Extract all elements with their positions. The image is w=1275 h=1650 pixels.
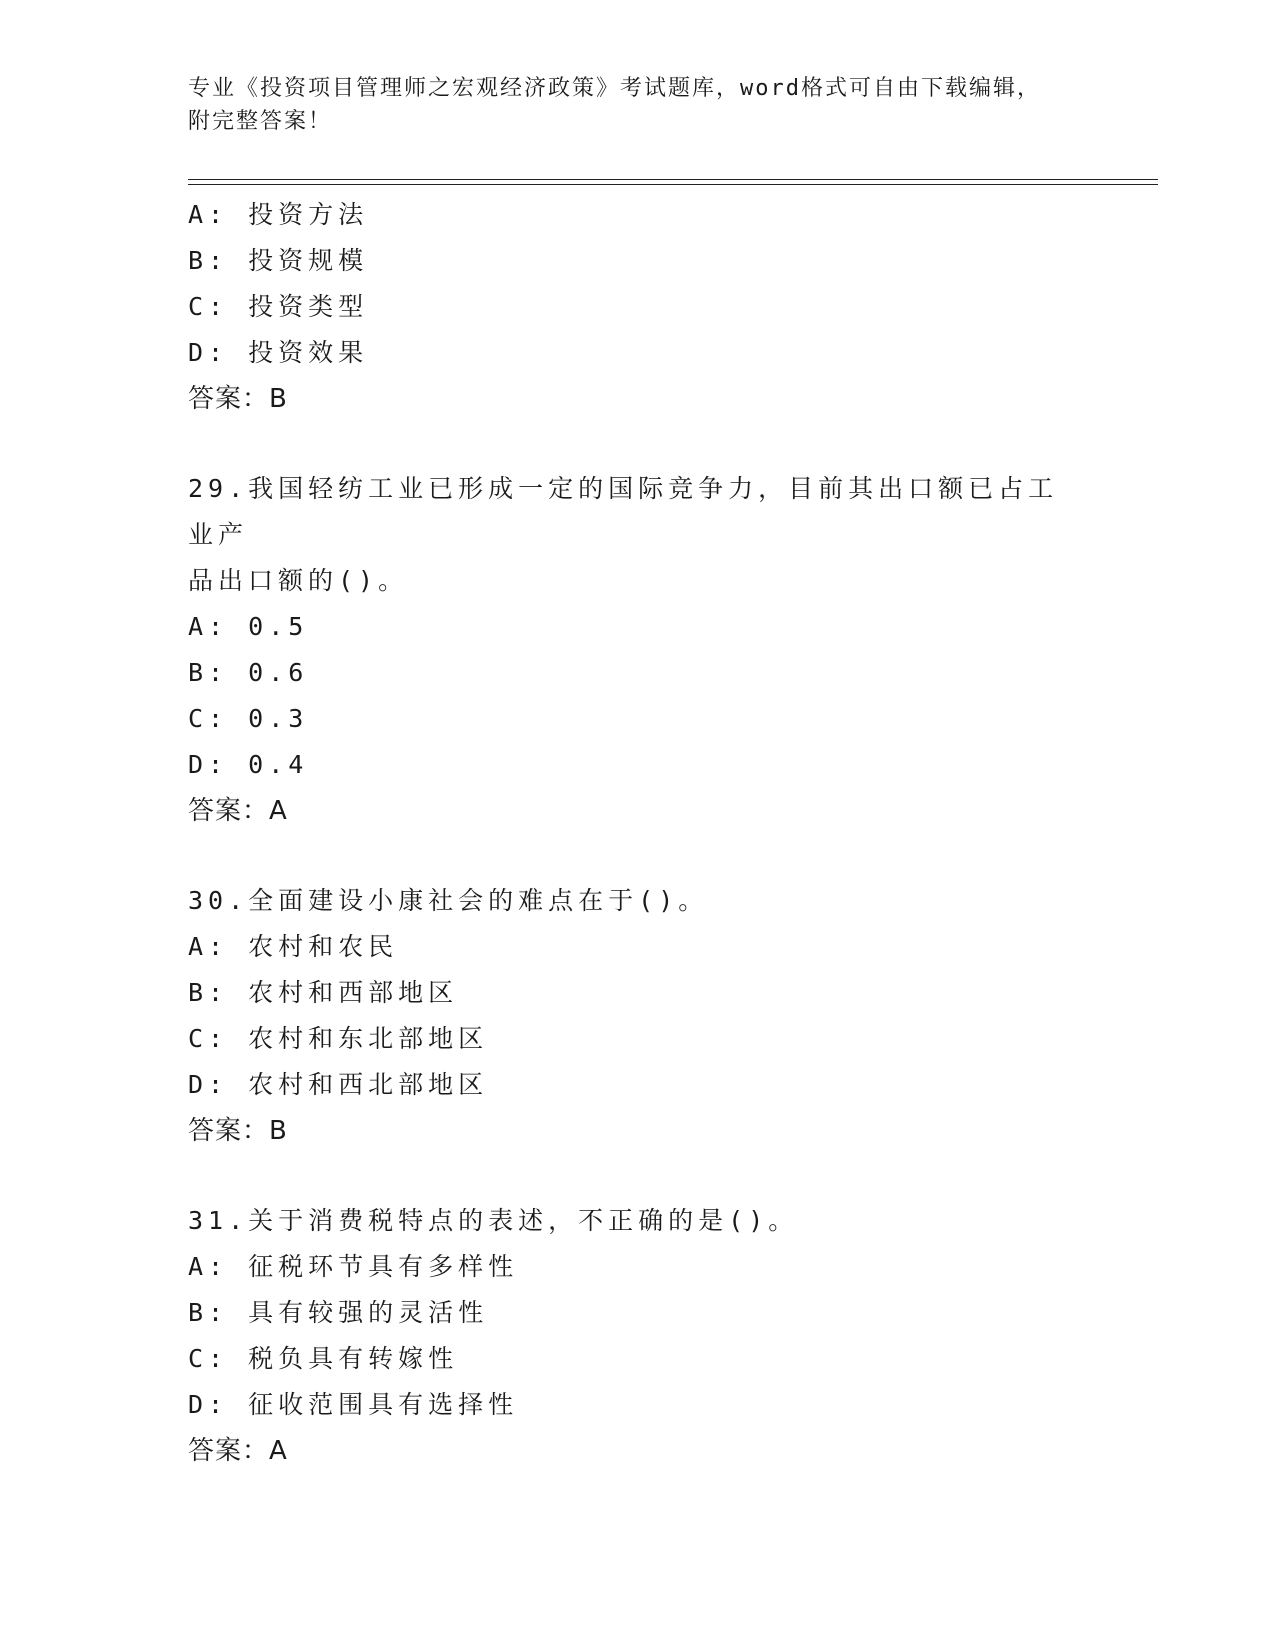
option-b: B: 投资规模 [188,246,369,275]
answer: 答案：B [188,384,288,414]
header-divider-bottom [188,184,1158,185]
question-list [188,192,1088,1474]
question-31 [188,1198,1088,1474]
answer: 答案：B [188,1116,288,1146]
header-line-1: 专业《投资项目管理师之宏观经济政策》考试题库，word格式可自由下载编辑， [188,76,1041,101]
header-line-2: 附完整答案！ [188,109,333,134]
question-stem: 31.关于消费税特点的表述，不正确的是()。 [188,1206,799,1235]
question-28 [188,192,1088,422]
option-a: A: 农村和农民 [188,932,399,961]
option-c: C: 0.3 [188,704,309,733]
question-stem-line-2: 品出口额的()。 [188,566,409,595]
option-b: B: 具有较强的灵活性 [188,1298,489,1327]
option-c: C: 税负具有转嫁性 [188,1344,459,1373]
option-c: C: 农村和东北部地区 [188,1024,489,1053]
question-30 [188,878,1088,1154]
document-header [188,72,1068,138]
question-stem: 30.全面建设小康社会的难点在于()。 [188,886,709,915]
option-b: B: 农村和西部地区 [188,978,459,1007]
option-d: D: 0.4 [188,750,309,779]
answer: 答案：A [188,796,288,826]
option-d: D: 投资效果 [188,338,369,367]
option-a: A: 0.5 [188,612,309,641]
option-d: D: 征收范围具有选择性 [188,1390,519,1419]
question-29 [188,466,1088,834]
answer: 答案：A [188,1436,288,1466]
question-stem-line-1: 29.我国轻纺工业已形成一定的国际竞争力，目前其出口额已占工业产 [188,474,1059,549]
option-b: B: 0.6 [188,658,309,687]
option-d: D: 农村和西北部地区 [188,1070,489,1099]
option-a: A: 投资方法 [188,200,369,229]
header-divider-top [188,179,1158,180]
option-a: A: 征税环节具有多样性 [188,1252,519,1281]
option-c: C: 投资类型 [188,292,369,321]
